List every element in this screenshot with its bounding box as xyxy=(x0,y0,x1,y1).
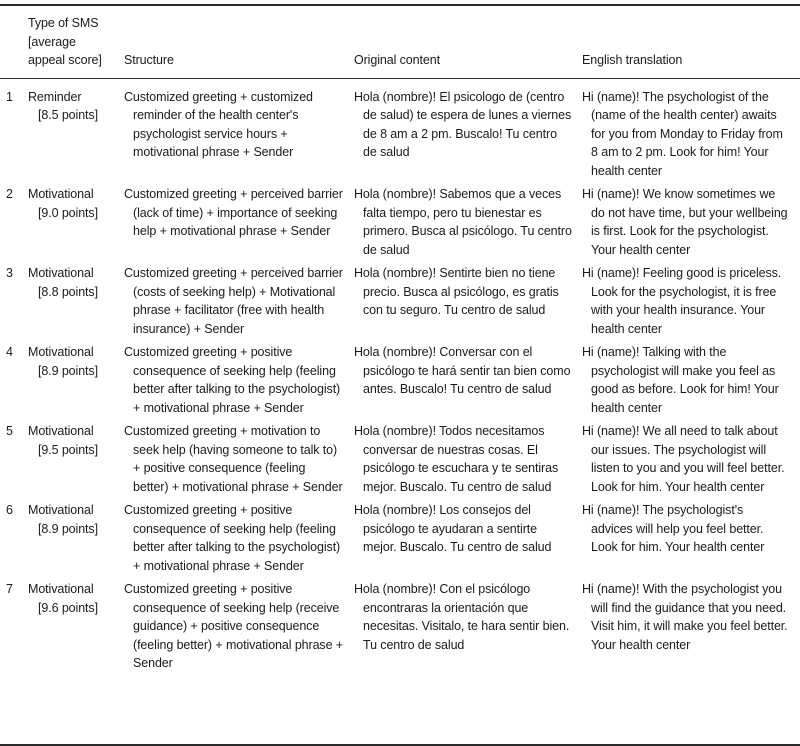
sms-type-label: Motivational xyxy=(28,582,94,596)
sms-type-cell xyxy=(28,264,124,338)
table-body xyxy=(0,79,800,745)
sms-type-label: Motivational xyxy=(28,187,94,201)
sms-type-label: Motivational xyxy=(28,424,94,438)
sms-type-cell xyxy=(28,88,124,181)
col-header-english-translation: English translation xyxy=(582,53,683,67)
col-header-original-content: Original content xyxy=(354,53,440,67)
structure-cell: Customized greeting + perceived barrier (costs of seeking help) + Motivational phrase + facilitator (free with health insurance) + Sender xyxy=(124,266,343,336)
english-translation-cell: Hi (name)! The psychologist's advices will help you feel better. Look for him. Your health center xyxy=(582,503,765,554)
sms-type-cell xyxy=(28,580,124,673)
table-row xyxy=(0,264,800,343)
original-content-cell: Hola (nombre)! Sabemos que a veces falta tiempo, pero tu bienestar es primero. Busca al psicólogo. Tu centro de salud xyxy=(354,187,572,257)
structure-cell: Customized greeting + motivation to seek help (having someone to talk to) + positive consequence (feeling better) + motivational phrase + Sender xyxy=(124,424,343,494)
col-header-type-of-sms: Type of SMS [average appeal score] xyxy=(28,16,102,67)
structure-cell: Customized greeting + positive consequence of seeking help (feeling better after talking to the psychologist) + motivational phrase + Sender xyxy=(124,503,341,573)
sms-appeal-score: [8.9 points] xyxy=(38,363,98,378)
sms-type-label: Motivational xyxy=(28,503,94,517)
structure-cell: Customized greeting + customized reminder of the health center's psychologist service hours + motivational phrase + Sender xyxy=(124,89,313,159)
table-row xyxy=(0,501,800,580)
original-content-cell: Hola (nombre)! El psicologo de (centro de salud) te espera de lunes a viernes de 8 am a 2 pm. Buscalo! Tu centro de salud xyxy=(354,89,572,159)
sms-type-label: Reminder xyxy=(28,89,82,104)
sms-type-label: Motivational xyxy=(28,345,94,359)
english-translation-cell: Hi (name)! Feeling good is priceless. Look for the psychologist, it is free with your health insurance. Your health center xyxy=(582,266,782,336)
sms-appeal-score: [9.6 points] xyxy=(38,600,98,615)
original-content-cell: Hola (nombre)! Con el psicólogo encontraras la orientación que necesitas. Visitalo, te hara sentir bien. Tu centro de salud xyxy=(354,582,570,652)
structure-cell: Customized greeting + perceived barrier (lack of time) + importance of seeking help + motivational phrase + Sender xyxy=(124,187,343,238)
sms-appeal-score: [9.5 points] xyxy=(38,442,98,457)
english-translation-cell: Hi (name)! We all need to talk about our issues. The psychologist will listen to you and you will feel better. Look for him. Your health center xyxy=(582,424,785,494)
sms-type-label: Motivational xyxy=(28,266,94,280)
table-header-row xyxy=(0,6,800,78)
sms-type-cell xyxy=(28,343,124,417)
row-number: 3 xyxy=(6,266,13,280)
sms-appeal-score: [8.5 points] xyxy=(38,108,98,122)
sms-appeal-score: [9.0 points] xyxy=(38,205,98,220)
table-row xyxy=(0,88,800,186)
row-number: 4 xyxy=(6,345,13,359)
sms-type-cell xyxy=(28,422,124,496)
sms-appeal-score: [8.8 points] xyxy=(38,284,98,299)
sms-appeal-score: [8.9 points] xyxy=(38,521,98,536)
english-translation-cell: Hi (name)! We know sometimes we do not have time, but your wellbeing is first. Look for the psychologist. Your health center xyxy=(582,187,788,257)
table-row xyxy=(0,185,800,264)
sms-type-cell xyxy=(28,501,124,575)
english-translation-cell: Hi (name)! The psychologist of the (name of the health center) awaits for you from Monday to Friday from 8 am to 2 pm. Look for him! Your health center xyxy=(582,89,783,178)
row-number: 1 xyxy=(6,89,13,104)
original-content-cell: Hola (nombre)! Conversar con el psicólogo te hará sentir tan bien como antes. Buscalo! Tu centro de salud xyxy=(354,345,571,396)
structure-cell: Customized greeting + positive consequence of seeking help (feeling better after talking to the psychologist) + motivational phrase + Sender xyxy=(124,345,341,415)
structure-cell: Customized greeting + positive consequence of seeking help (receive guidance) + positive consequence (feeling better) + motivational phrase + Sender xyxy=(124,582,344,670)
table-row xyxy=(0,580,800,678)
row-number: 5 xyxy=(6,424,13,438)
row-number: 2 xyxy=(6,187,13,201)
row-number: 7 xyxy=(6,582,13,596)
table-row xyxy=(0,422,800,501)
original-content-cell: Hola (nombre)! Los consejos del psicólogo te ayudaran a sentirte mejor. Buscalo. Tu centro de salud xyxy=(354,503,552,554)
english-translation-cell: Hi (name)! Talking with the psychologist will make you feel as good as before. Look for him! Your health center xyxy=(582,345,779,415)
english-translation-cell: Hi (name)! With the psychologist you will find the guidance that you need. Visit him, it will make you feel better. Your health center xyxy=(582,582,788,652)
original-content-cell: Hola (nombre)! Todos necesitamos conversar de nuestras cosas. El psicólogo te escuchara y te sentiras mejor. Buscalo. Tu centro de salud xyxy=(354,424,559,494)
table-row xyxy=(0,343,800,422)
original-content-cell: Hola (nombre)! Sentirte bien no tiene precio. Busca al psicólogo, es gratis con tu seguro. Tu centro de salud xyxy=(354,266,559,317)
sms-type-cell xyxy=(28,185,124,259)
col-header-structure: Structure xyxy=(124,53,174,67)
row-number: 6 xyxy=(6,503,13,517)
